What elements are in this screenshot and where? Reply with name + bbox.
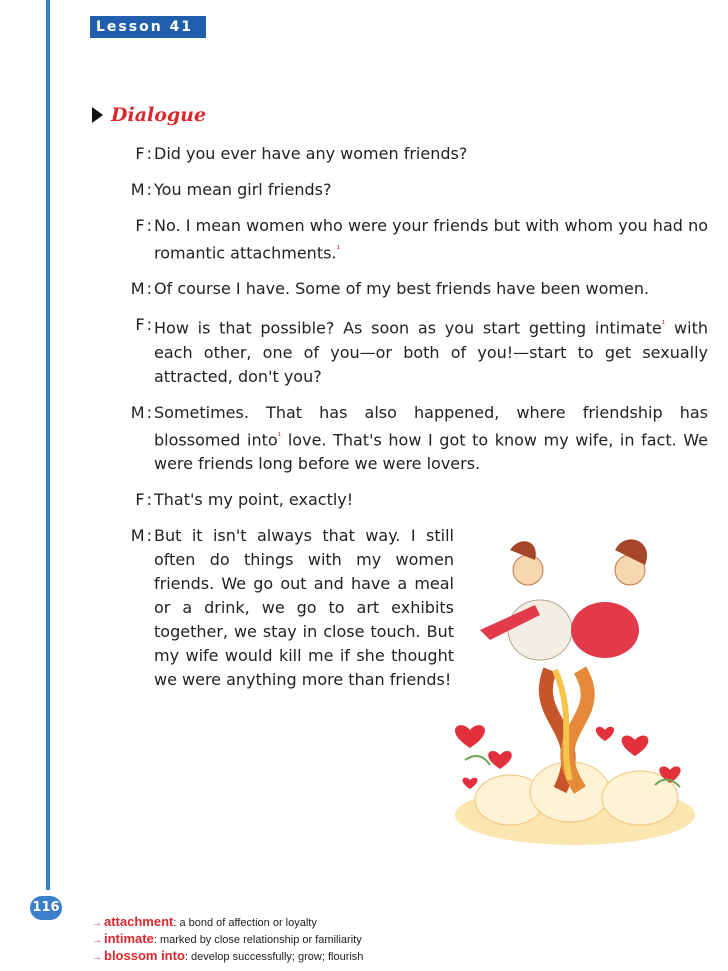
footnotes bbox=[92, 914, 363, 965]
footnote-definition: : marked by close relationship or familiarity bbox=[153, 934, 362, 946]
footnote-bullet-icon: → bbox=[92, 918, 102, 929]
dialogue-line bbox=[116, 401, 708, 476]
speaker-label: M : bbox=[130, 180, 152, 199]
speaker-label: F : bbox=[135, 489, 152, 509]
utterance: But it isn't always that way. I still often do things with my women friends. We go out and have a meal or a drink, we go to art exhibits together, we stay in close touch. But my wife would kill me if she thought we were anything more than friends! bbox=[154, 525, 454, 689]
dialogue-line bbox=[116, 488, 708, 512]
section-heading bbox=[92, 100, 206, 130]
speaker-label: M : bbox=[130, 279, 152, 299]
footnote-term: intimate bbox=[104, 931, 154, 946]
dialogue-line bbox=[116, 313, 708, 388]
couple-illustration bbox=[440, 530, 710, 860]
speaker-label: M : bbox=[130, 525, 152, 545]
dialogue-line bbox=[116, 214, 708, 265]
footnote-definition: : a bond of affection or loyalty bbox=[173, 917, 317, 929]
footnote-item bbox=[92, 948, 363, 965]
speaker-label: F : bbox=[135, 216, 152, 235]
page-number: 116 bbox=[30, 896, 62, 920]
dialogue-line bbox=[116, 178, 708, 202]
footnote-item bbox=[92, 931, 363, 948]
utterance: That's my point, exactly! bbox=[154, 489, 354, 509]
speaker-label: F : bbox=[135, 315, 152, 335]
utterance: Of course I have. Some of my best friends have been women. bbox=[154, 279, 650, 299]
utterance: You mean girl friends? bbox=[154, 180, 332, 199]
speaker-label: M : bbox=[130, 402, 152, 422]
utterance: Sometimes. That has also happened, where friendship has blossomed into$^{^1}$ love. That's how I got to know my wife, in fact. We were friends long before we were lovers. bbox=[154, 402, 708, 473]
dialogue-line bbox=[116, 277, 708, 301]
utterance: How is that possible? As soon as you start getting intimate$^{^1}$ with each other, one of you—or both of you!—start to get sexually attracted, don't you? bbox=[154, 318, 709, 386]
lesson-label: Lesson 41 bbox=[90, 16, 206, 38]
utterance: Did you ever have any women friends? bbox=[154, 144, 468, 163]
left-margin-rule bbox=[46, 0, 50, 890]
footnote-marker: ¹ bbox=[661, 320, 666, 331]
utterance: No. I mean women who were your friends but with whom you had no romantic attachments.$^{^1}$ bbox=[154, 216, 708, 263]
footnote-bullet-icon: → bbox=[92, 952, 102, 963]
footnote-item bbox=[92, 914, 363, 931]
footnote-term: blossom into bbox=[104, 948, 185, 963]
footnote-term: attachment bbox=[104, 914, 174, 929]
footnote-marker: ¹ bbox=[277, 431, 282, 442]
triangle-bullet-icon bbox=[92, 107, 103, 123]
dialogue-line bbox=[116, 142, 708, 166]
speaker-label: F : bbox=[135, 144, 152, 163]
footnote-definition: : develop successfully; grow; flourish bbox=[184, 951, 364, 963]
footnote-bullet-icon: → bbox=[92, 935, 102, 946]
section-title: Dialogue bbox=[111, 104, 207, 126]
footnote-marker: ¹ bbox=[336, 245, 341, 255]
